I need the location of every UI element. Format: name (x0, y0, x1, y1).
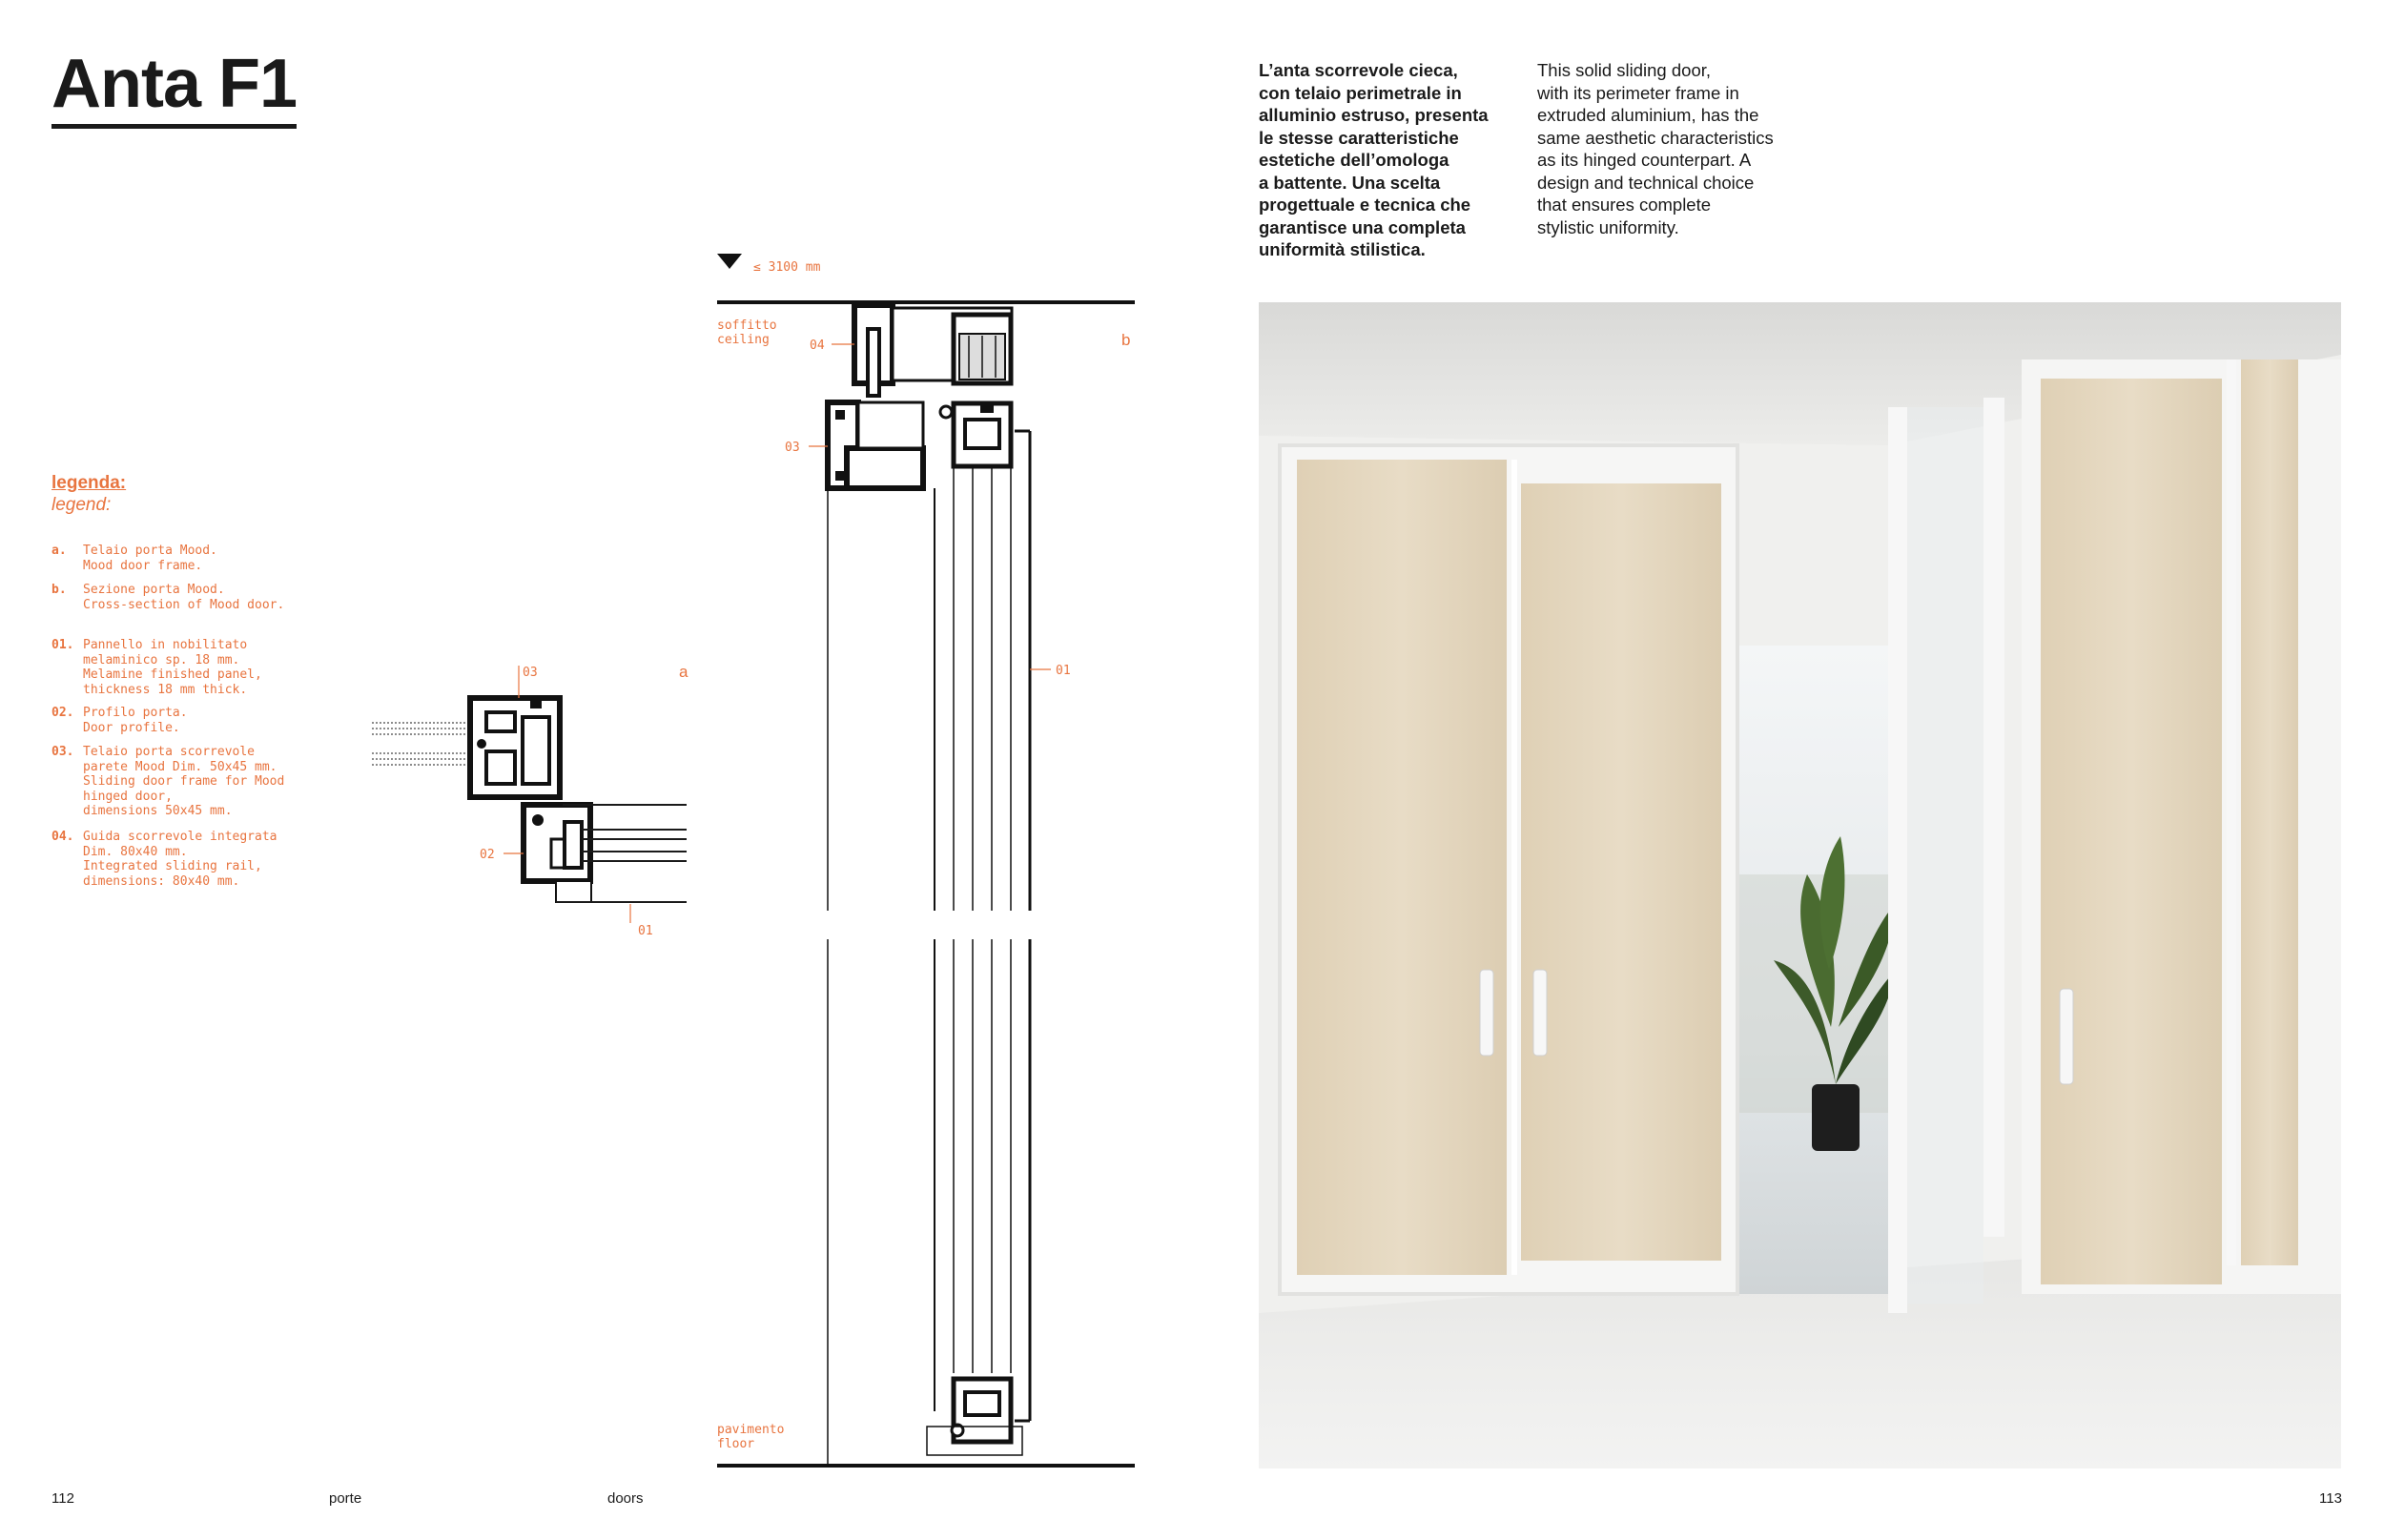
legend-item-04 (51, 830, 376, 889)
legend-key: 02. (51, 706, 74, 720)
legend-item-03 (51, 745, 376, 819)
floor-label-en: floor (717, 1437, 755, 1451)
left-page-number: 112 (51, 1490, 74, 1507)
top-rail-04 (854, 305, 1012, 396)
footer-section-en: doors (607, 1490, 644, 1507)
legend-subheading: legend: (51, 495, 112, 515)
product-photo (1259, 302, 2341, 1468)
legend-text: Telaio porta scorrevole parete Mood Dim. 50x45 mm. Sliding door frame for Mood hinged door, dimensions 50x45 mm. (83, 745, 285, 818)
right-page-number: 113 (2319, 1490, 2342, 1507)
glass-partition (1888, 398, 2004, 1313)
sliding-door-scene-image (1259, 302, 2341, 1468)
top-frame-03 (828, 402, 1011, 488)
page-title: Anta F1 (51, 50, 297, 129)
bottom-door-profile (927, 1379, 1022, 1455)
level-marker-icon (717, 254, 742, 269)
ceiling-label-it: soffitto (717, 318, 777, 333)
legend-heading: legenda: (51, 473, 127, 493)
ceiling-label-en: ceiling (717, 333, 770, 347)
callout-04: 04 (810, 339, 825, 353)
callout-01: 01 (1056, 664, 1071, 678)
legend-key: b. (51, 583, 67, 597)
floor-label-it: pavimento (717, 1423, 785, 1437)
drawing-b-vertical-section (706, 248, 1144, 1478)
legend-key: 04. (51, 830, 74, 844)
legend-key: 01. (51, 638, 74, 652)
legend-text: Profilo porta. Door profile. (83, 706, 188, 735)
drawing-a-door-frame (362, 658, 706, 963)
legend-text: Pannello in nobilitato melaminico sp. 18 mm. Melamine finished panel, thickness 18 mm thick. (83, 638, 262, 697)
legend-text: Telaio porta Mood. Mood door frame. (83, 544, 217, 573)
footer-section-it: porte (329, 1490, 362, 1507)
door-profile-02 (524, 805, 591, 902)
callout-leaders (809, 344, 1051, 669)
height-label: ≤ 3100 mm (753, 260, 821, 275)
legend-item-b (51, 583, 376, 612)
legend-key: 03. (51, 745, 74, 759)
callout-03: 03 (523, 666, 538, 680)
callout-01: 01 (638, 924, 653, 938)
description-english: This solid sliding door, with its perimeter frame in extruded aluminium, has the same aesthetic characteristics as its hinged counterpart. A design and technical choice that ensures complete stylistic uniformity. (1537, 60, 1774, 237)
legend-item-01 (51, 638, 376, 697)
drawing-a-letter: a (679, 663, 688, 681)
drawing-b-letter: b (1121, 331, 1131, 349)
legend-text: Guida scorrevole integrata Dim. 80x40 mm. Integrated sliding rail, dimensions: 80x40 mm. (83, 830, 277, 889)
description-italian: L’anta scorrevole cieca, con telaio perimetrale in alluminio estruso, presenta le stesse caratteristiche estetiche dell’omologa a battente. Una scelta progettuale e tecnica che garantisce una completa uniformità stilistica. (1259, 60, 1489, 259)
legend-text: Sezione porta Mood. Cross-section of Mood door. (83, 583, 285, 612)
legend-item-a (51, 544, 376, 573)
panel-01-vertical-upper (828, 431, 1030, 911)
frame-profile-03 (470, 698, 560, 797)
legend-item-02 (51, 706, 376, 735)
legend-key: a. (51, 544, 67, 558)
callout-03: 03 (785, 441, 800, 455)
callout-02: 02 (480, 848, 495, 862)
wall-hatching (372, 723, 470, 765)
